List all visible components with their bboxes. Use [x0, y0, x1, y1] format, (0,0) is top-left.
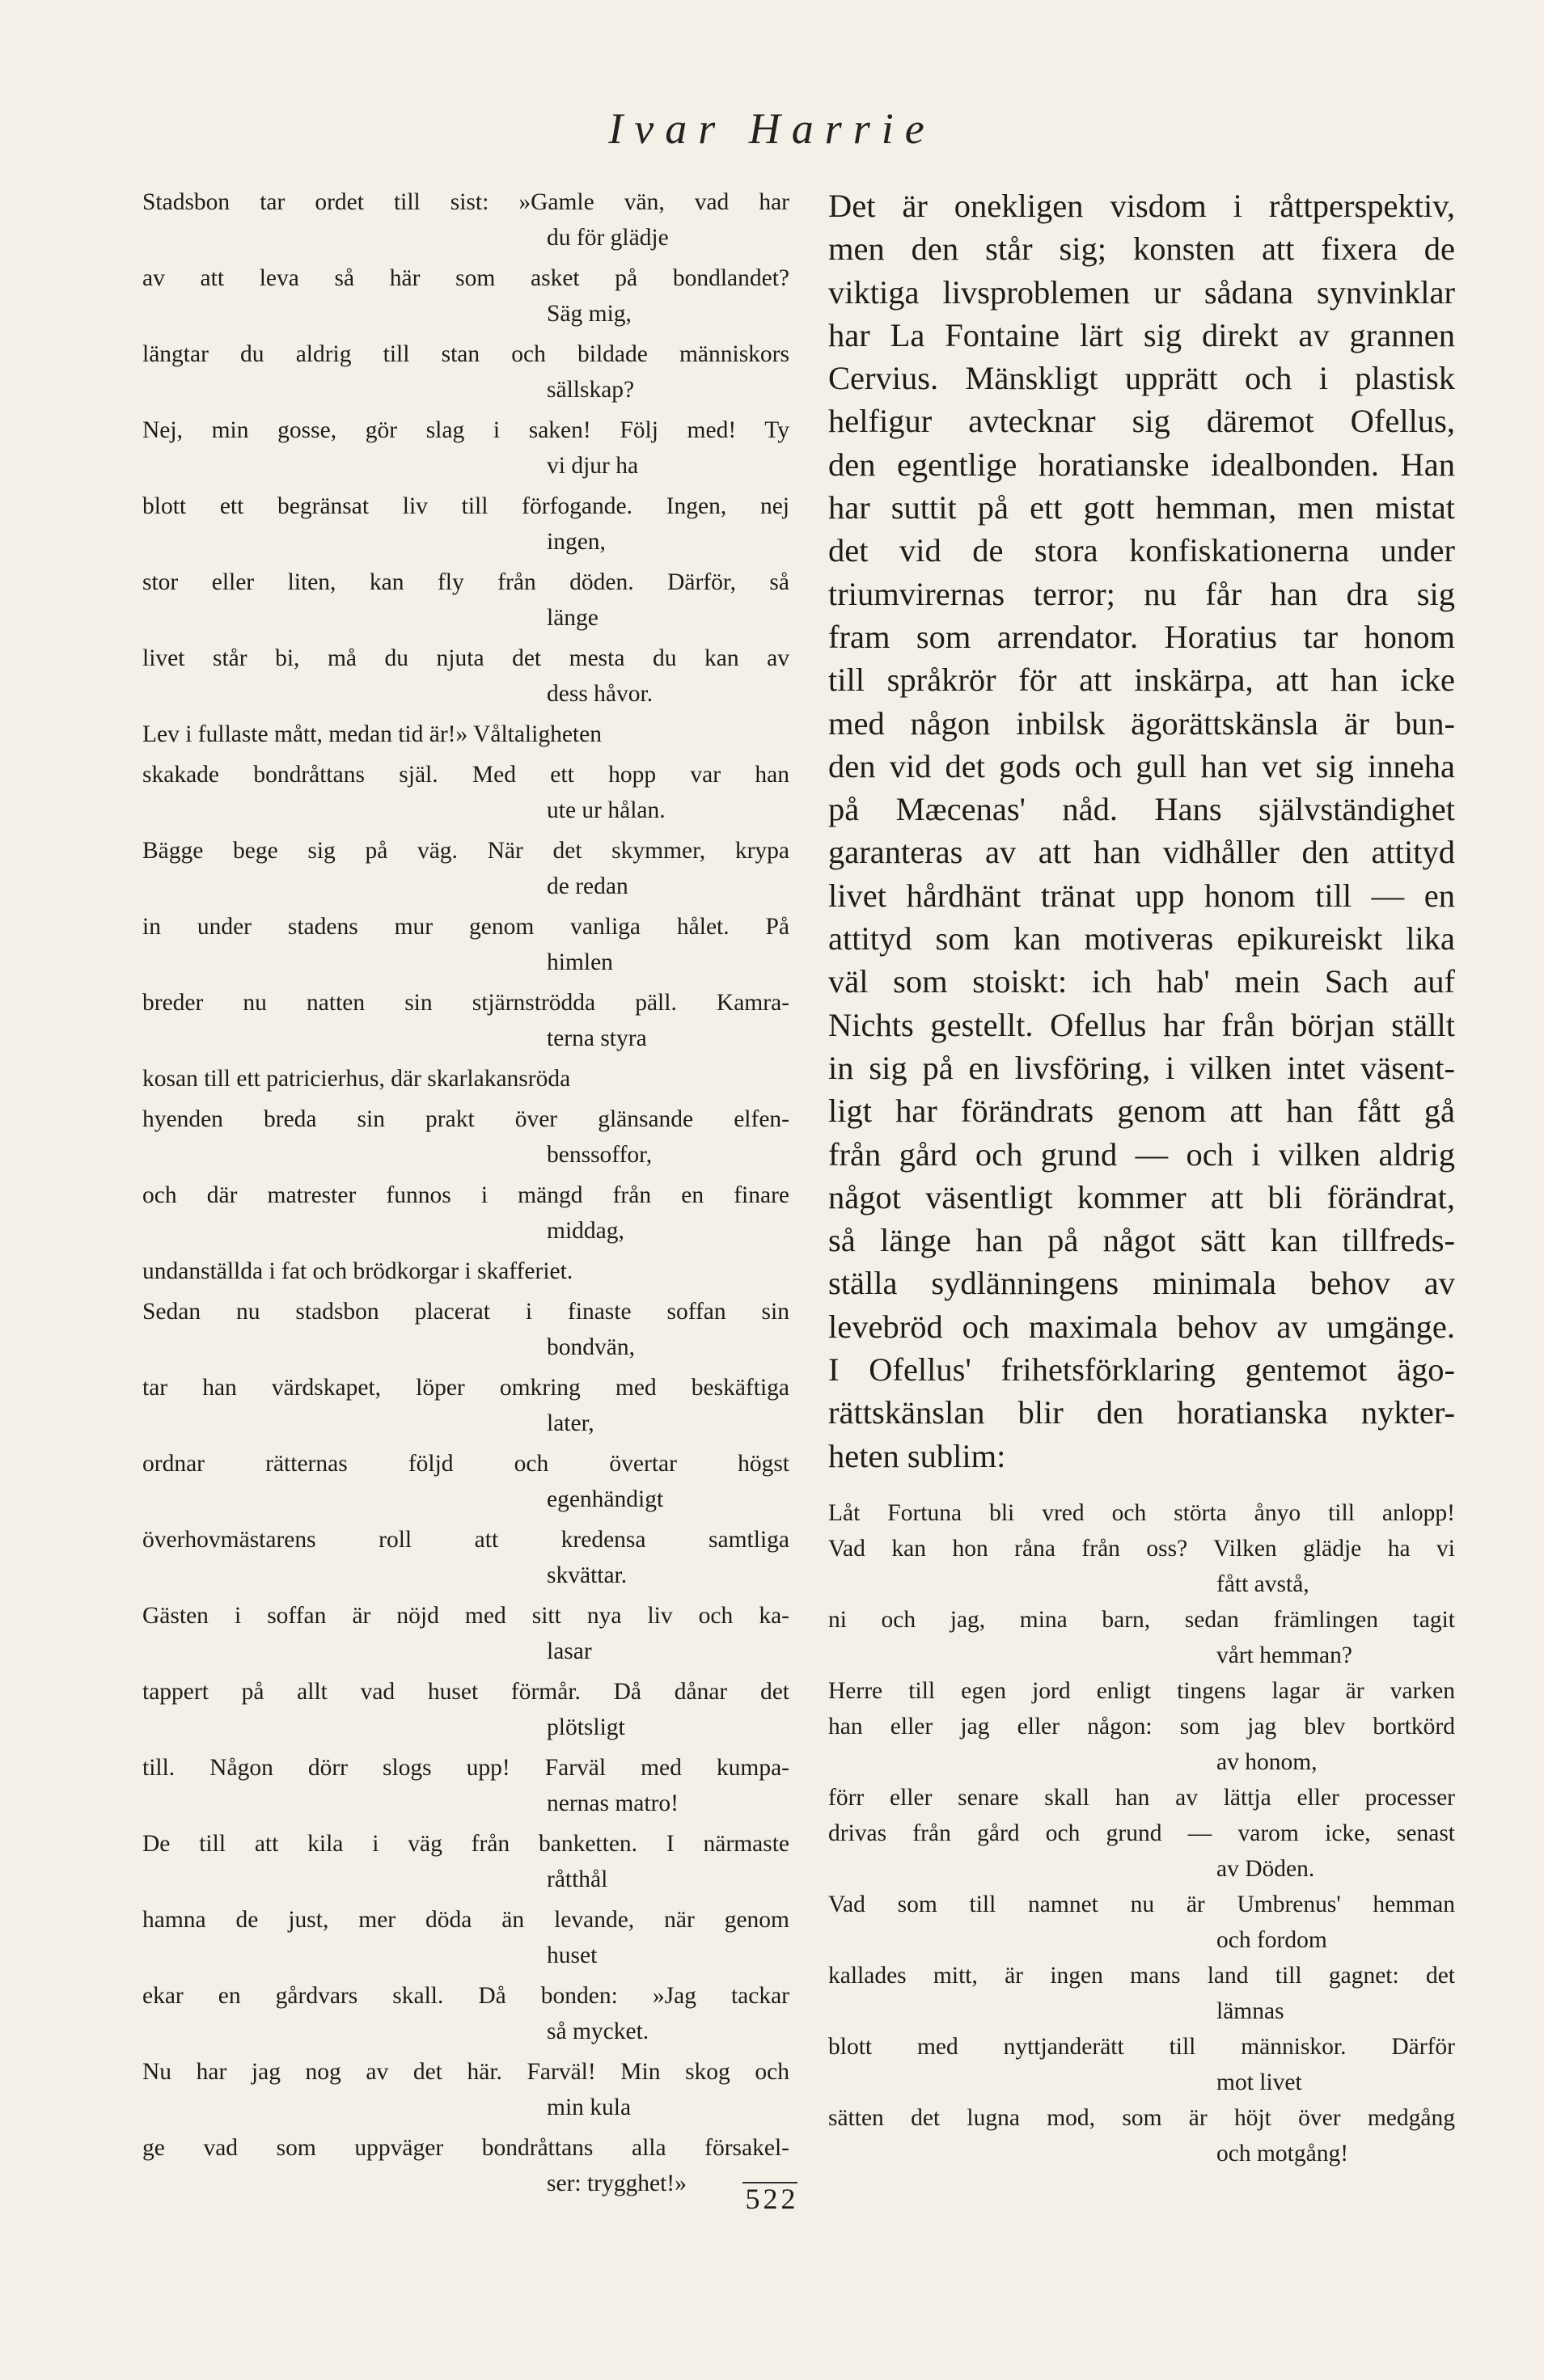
verse-line-continuation: råtthål [547, 1866, 608, 1892]
verse-line-text: ordnar rätternas följd och övertar högst [142, 1451, 789, 1477]
verse-line [142, 412, 789, 484]
verse-line-continuation: skvättar. [547, 1562, 628, 1588]
verse-line-continuation: himlen [547, 949, 613, 975]
verse-line-text: ge vad som uppväger bondråttans alla försakel- [142, 2135, 789, 2161]
verse-line-continuation: fått avstå, [1216, 1570, 1309, 1597]
verse-line-text: längtar du aldrig till stan och bildade människors [142, 341, 789, 367]
verse-line-text: tappert på allt vad huset förmår. Då dånar det [142, 1679, 789, 1705]
prose-line: med någon inbilsk ägorättskänsla är bun- [828, 704, 1455, 742]
verse-line [828, 1495, 1455, 1531]
verse-line [828, 1780, 1455, 1816]
verse-line-text: Sedan nu stadsbon placerat i finaste soffan sin [142, 1299, 789, 1325]
verse-line [142, 564, 789, 636]
verse-line-text: Herre till egen jord enligt tingens lagar är varken [828, 1677, 1455, 1704]
verse-line [142, 1522, 789, 1593]
prose-line: så länge han på något sätt kan tillfreds- [828, 1222, 1455, 1259]
prose-line: rättskänslan blir den horatianska nykter- [828, 1394, 1455, 1431]
verse-line [828, 1816, 1455, 1887]
page-number: 522 [745, 2183, 799, 2215]
prose-line: heten sublim: [828, 1437, 1006, 1474]
prose-line: men den står sig; konsten att fixera de [828, 230, 1455, 268]
verse-line-text: ekar en gårdvars skall. Då bonden: »Jag tackar [142, 1983, 789, 2009]
verse-line-text: av att leva så här som asket på bondlandet? [142, 265, 789, 291]
verse-line-text: kallades mitt, är ingen mans land till gagnet: det [828, 1962, 1455, 1989]
verse-line-continuation: later, [547, 1410, 594, 1436]
verse-line [828, 1709, 1455, 1780]
verse-line-text: undanställda i fat och brödkorgar i skafferiet. [142, 1258, 573, 1284]
verse-line [142, 833, 789, 904]
verse-line [828, 1602, 1455, 1673]
verse-line-continuation: sällskap? [547, 377, 635, 403]
prose-line: har suttit på ett gott hemman, men mistat [828, 489, 1455, 526]
verse-line-continuation: av Döden. [1216, 1855, 1315, 1882]
verse-line-text: skakade bondråttans själ. Med ett hopp var han [142, 762, 789, 788]
prose-line: ligt har förändrats genom att han fått gå [828, 1093, 1455, 1130]
verse-line [828, 2100, 1455, 2171]
prose-line: fram som arrendator. Horatius tar honom [828, 618, 1455, 655]
verse-line-text: sätten det lugna mod, som är höjt över medgång [828, 2104, 1455, 2131]
verse-line-text: Gästen i soffan är nöjd med sitt nya liv och ka- [142, 1603, 789, 1629]
verse-line-continuation: egenhändigt [547, 1486, 664, 1512]
right-column [828, 184, 1455, 2171]
verse-line [142, 1978, 789, 2049]
verse-line [828, 1531, 1455, 1602]
prose-line: från gård och grund — och i vilken aldrig [828, 1135, 1455, 1173]
verse-line-text: blott med nyttjanderätt till människor. Därför [828, 2033, 1455, 2060]
verse-line [142, 260, 789, 332]
verse-line-text: Lev i fullaste mått, medan tid är!» Våltaligheten [142, 721, 602, 747]
verse-line-text: De till att kila i väg från banketten. I närmaste [142, 1831, 789, 1857]
verse-line-text: ni och jag, mina barn, sedan främlingen tagit [828, 1606, 1455, 1633]
verse-line-continuation: Säg mig, [547, 301, 632, 327]
verse-line-continuation: lasar [547, 1638, 592, 1664]
verse-line-text: överhovmästarens roll att kredensa samtliga [142, 1527, 789, 1553]
prose-line: det vid de stora konfiskationerna under [828, 532, 1455, 569]
verse-line-text: till. Någon dörr slogs upp! Farväl med kumpa- [142, 1755, 789, 1781]
prose-line: triumvirernas terror; nu får han dra sig [828, 575, 1455, 612]
verse-line-continuation: så mycket. [547, 2019, 649, 2044]
verse-line [142, 488, 789, 560]
right-column-verse [828, 1495, 1455, 2171]
verse-line-text: Vad kan hon råna från oss? Vilken glädje ha vi [828, 1535, 1455, 1562]
prose-line: något väsentligt kommer att bli förändrat, [828, 1178, 1455, 1215]
verse-line [142, 1750, 789, 1821]
prose-line: livet hårdhänt tränat upp honom till — en [828, 877, 1455, 914]
verse-line [142, 1253, 789, 1289]
prose-line: Cervius. Mänskligt upprätt och i plastisk [828, 360, 1455, 397]
verse-line-text: livet står bi, må du njuta det mesta du kan av [142, 645, 789, 671]
verse-line-continuation: vi djur ha [547, 453, 639, 479]
verse-line [142, 1101, 789, 1173]
verse-line-text: tar han värdskapet, löper omkring med beskäftiga [142, 1375, 789, 1401]
verse-line-continuation: min kula [547, 2095, 632, 2120]
verse-line [828, 1958, 1455, 2029]
verse-line [142, 1061, 789, 1097]
prose-line: till språkrör för att inskärpa, att han icke [828, 662, 1455, 699]
prose-line: den vid det gods och gull han vet sig inneha [828, 747, 1455, 784]
verse-line-continuation: ser: trygghet!» [547, 2171, 687, 2196]
verse-line [142, 757, 789, 828]
verse-line [142, 909, 789, 980]
verse-line-continuation: och motgång! [1216, 2140, 1349, 2167]
verse-line-continuation: ute ur hålan. [547, 797, 666, 823]
verse-line-continuation: huset [547, 1942, 598, 1968]
prose-line: I Ofellus' frihetsförklaring gentemot ägo- [828, 1351, 1455, 1389]
verse-line [142, 1902, 789, 1973]
prose-line: levebröd och maximala behov av umgänge. [828, 1308, 1455, 1345]
verse-line-continuation: länge [547, 605, 599, 631]
verse-line [142, 1598, 789, 1669]
verse-line-text: Nu har jag nog av det här. Farväl! Min skog och [142, 2059, 789, 2085]
prose-line: Det är onekligen visdom i råttperspektiv, [828, 188, 1455, 224]
verse-line-text: Vad som till namnet nu är Umbrenus' hemman [828, 1891, 1455, 1917]
verse-line-continuation: och fordom [1216, 1926, 1327, 1953]
verse-line-continuation: av honom, [1216, 1748, 1318, 1775]
verse-line-continuation: mot livet [1216, 2069, 1302, 2095]
verse-line [142, 717, 789, 752]
prose-line: helfigur avtecknar sig däremot Ofellus, [828, 403, 1455, 440]
verse-line [142, 1370, 789, 1441]
verse-line [828, 1887, 1455, 1958]
verse-line-text: och där matrester funnos i mängd från en finare [142, 1182, 789, 1208]
verse-line-text: Nej, min gosse, gör slag i saken! Följ med! Ty [142, 417, 789, 443]
prose-line: in sig på en livsföring, i vilken intet väsent- [828, 1049, 1455, 1086]
prose-line: ställa sydlänningens minimala behov av [828, 1265, 1455, 1302]
verse-line [828, 1673, 1455, 1709]
verse-line [142, 1826, 789, 1897]
verse-line-continuation: plötsligt [547, 1714, 625, 1740]
verse-line-text: hamna de just, mer döda än levande, när genom [142, 1907, 789, 1933]
running-header: Ivar Harrie [608, 104, 936, 153]
verse-line [142, 1177, 789, 1249]
verse-line-text: stor eller liten, kan fly från döden. Därför, så [142, 569, 789, 595]
verse-line-continuation: terna styra [547, 1025, 647, 1051]
verse-line [142, 1674, 789, 1745]
prose-paragraph [828, 184, 1455, 1477]
verse-line-text: drivas från gård och grund — varom icke, senast [828, 1820, 1455, 1846]
prose-line: väl som stoiskt: ich hab' mein Sach auf [828, 963, 1455, 1000]
left-column-verse [142, 184, 789, 2206]
verse-line-text: förr eller senare skall han av lättja eller processer [828, 1784, 1455, 1811]
prose-line: garanteras av att han vidhåller den attityd [828, 834, 1455, 871]
verse-line [142, 1446, 789, 1517]
verse-line [142, 184, 789, 256]
verse-line-continuation: bondvän, [547, 1334, 635, 1360]
verse-line-continuation: nernas matro! [547, 1790, 679, 1816]
verse-line-text: hyenden breda sin prakt över glänsande elfen- [142, 1106, 789, 1132]
verse-line [142, 2054, 789, 2125]
verse-line-continuation: de redan [547, 873, 628, 899]
prose-line: attityd som kan motiveras epikureiskt lika [828, 920, 1455, 957]
verse-line-text: kosan till ett patricierhus, där skarlakansröda [142, 1066, 571, 1092]
verse-line-continuation: du för glädje [547, 225, 669, 251]
verse-line [142, 1294, 789, 1365]
prose-line: har La Fontaine lärt sig direkt av grannen [828, 316, 1455, 353]
verse-line-text: han eller jag eller någon: som jag blev bortkörd [828, 1713, 1455, 1740]
verse-line-continuation: ingen, [547, 529, 606, 555]
verse-line-text: Låt Fortuna bli vred och störta ånyo till anlopp! [828, 1499, 1455, 1526]
verse-line-continuation: dess håvor. [547, 681, 654, 707]
prose-line: den egentlige horatianske idealbonden. Han [828, 446, 1455, 483]
verse-line [828, 2029, 1455, 2100]
verse-line-text: Bägge bege sig på väg. När det skymmer, krypa [142, 838, 789, 864]
verse-line-text: blott ett begränsat liv till förfogande. Ingen, nej [142, 493, 789, 519]
verse-line-continuation: benssoffor, [547, 1142, 653, 1168]
verse-line-continuation: lämnas [1216, 1997, 1284, 2024]
verse-line [142, 336, 789, 408]
verse-line-continuation: vårt hemman? [1216, 1642, 1352, 1668]
verse-line-text: Stadsbon tar ordet till sist: »Gamle vän, vad har [142, 189, 789, 215]
prose-line: Nichts gestellt. Ofellus har från början ställt [828, 1006, 1455, 1043]
verse-line [142, 640, 789, 712]
verse-line-text: breder nu natten sin stjärnströdda päll. Kamra- [142, 990, 789, 1016]
verse-line [142, 985, 789, 1056]
verse-line-text: in under stadens mur genom vanliga hålet. På [142, 914, 789, 940]
prose-line: viktiga livsproblemen ur sådana synvinklar [828, 273, 1455, 311]
prose-line: på Mæcenas' nåd. Hans självständighet [828, 791, 1455, 828]
verse-line-continuation: middag, [547, 1218, 624, 1244]
